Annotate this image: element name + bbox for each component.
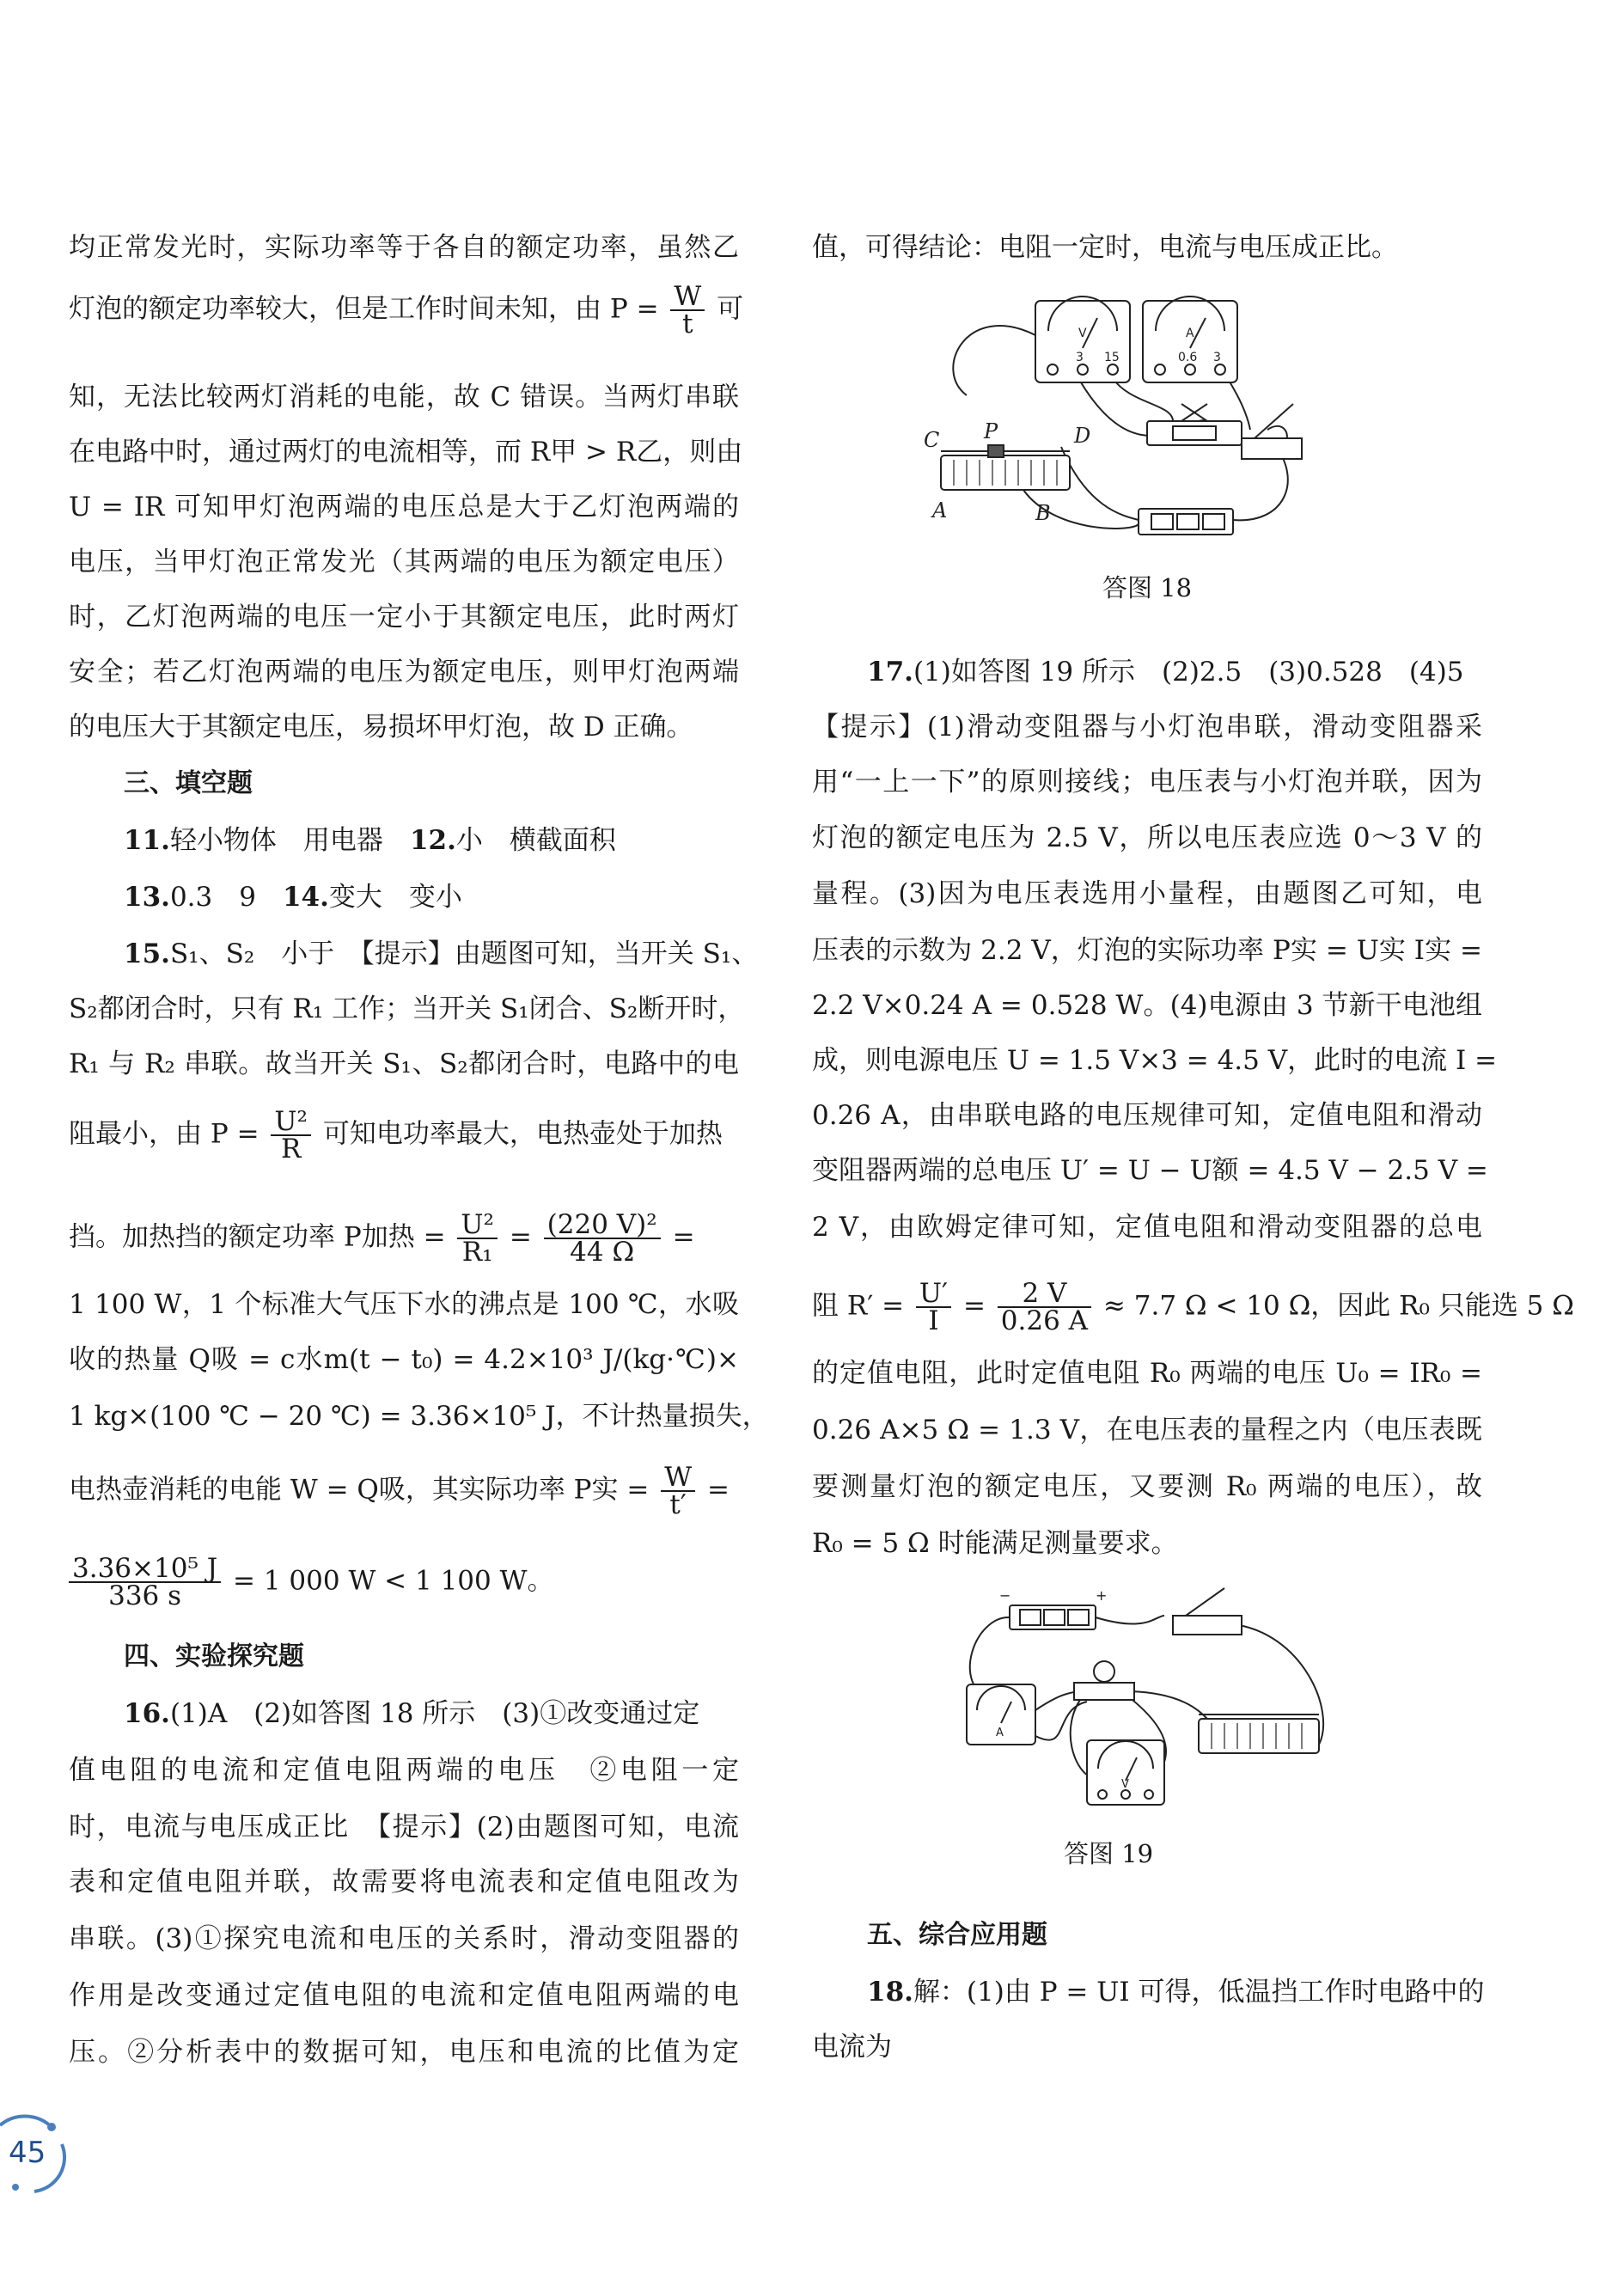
text-line: 成，则电源电压 U = 1.5 V×3 = 4.5 V，此时的电流 I = [812,1045,1498,1076]
text-line: 知，无法比较两灯消耗的电能，故 C 错误。当两灯串联 [69,382,739,413]
text-line: R₀ = 5 Ω 时能满足测量要求。 [812,1528,1178,1559]
text-line: 表和定值电阻并联，故需要将电流表和定值电阻改为 [69,1867,739,1898]
answer-text: 轻小物体 用电器 [169,825,410,856]
page-number: 45 [9,2136,46,2170]
text-line: 压表的示数为 2.2 V，灯泡的实际功率 P实 = U实 I实 = [812,935,1482,966]
text-line: 2 V，由欧姆定律可知，定值电阻和滑动变阻器的总电 [812,1212,1482,1243]
fraction-numerator: 3.36×10⁵ J [69,1556,221,1583]
text-line-formula [69,1209,739,1268]
formula-tail: 可 [717,293,744,325]
fraction-denominator: 0.26 A [1000,1305,1089,1336]
text-line: 2.2 V×0.24 A = 0.528 W。(4)电源由 3 节新干电池组 [812,990,1482,1021]
equals: = [672,1221,695,1253]
text-line: 均正常发光时，实际功率等于各自的额定功率，虽然乙 [69,232,739,263]
answer-line [69,823,739,858]
fraction [271,1106,311,1164]
question-number: 15. [124,938,170,969]
equals: = [509,1221,532,1253]
terminal-label: 3 [1076,351,1084,364]
fraction [544,1209,661,1268]
text-line: 灯泡的额定电压为 2.5 V，所以电压表应选 0～3 V 的 [812,822,1482,853]
answer-line [69,937,759,971]
text-line: 作用是改变通过定值电阻的电流和定值电阻两端的电 [69,1980,739,2011]
fraction-denominator: t′ [669,1489,687,1520]
rheostat-icon [941,445,1070,490]
switch-icon [1242,404,1302,459]
label-b: B [1035,501,1051,525]
terminal-label: 3 [1213,351,1221,364]
fraction-denominator: t [682,309,693,339]
meter-label: A [996,1727,1004,1739]
label-c: C [924,428,940,452]
question-number: 11. [124,825,170,856]
text-line: U = IR 可知甲灯泡两端的电压总是大于乙灯泡两端的 [69,492,739,523]
text-line: 压。②分析表中的数据可知，电压和电流的比值为定 [69,2037,739,2068]
wire [1035,1702,1087,1740]
fraction [916,1278,951,1336]
wire [1130,1691,1207,1719]
label-p: P [984,419,998,443]
meter-label: A [1186,327,1194,340]
text-line: 串联。(3)①探究电流和电压的关系时，滑动变阻器的 [69,1923,739,1954]
text-line: 0.26 A×5 Ω = 1.3 V，在电压表的量程之内（电压表既 [812,1415,1482,1446]
text-span: 阻 R′ = [812,1290,905,1322]
fraction-numerator: W [670,284,705,311]
text-line: 要测量灯泡的额定电压，又要测 R₀ 两端的电压），故 [812,1471,1482,1502]
text-line: 的电压大于其额定电压，易损坏甲灯泡，故 D 正确。 [69,712,693,743]
fraction-numerator: (220 V)² [544,1212,661,1239]
switch-icon [1173,1588,1242,1635]
answer-text: (1)如答图 19 所示 (2)2.5 (3)0.528 (4)5 [913,657,1464,688]
fraction-numerator: 2 V [998,1281,1091,1308]
question-number: 14. [282,882,329,913]
fraction [998,1278,1091,1336]
text-line: 时，乙灯泡两端的电压一定小于其额定电压，此时两灯 [69,602,739,633]
text-line: 量程。(3)因为电压表选用小量程，由题图乙可知，电 [812,878,1482,909]
terminal-label: 15 [1104,351,1120,364]
text-line: 安全；若乙灯泡两端的电压为额定电压，则甲灯泡两端 [69,657,739,688]
answer-text: 0.3 9 [169,882,283,913]
text-line: 收的热量 Q吸 = c水m(t − t₀) = 4.2×10³ J/(kg·℃)× [69,1344,739,1375]
text-line-formula [69,1464,739,1518]
text-line: 值电阻的电流和定值电阻两端的电压 ②电阻一定 [69,1755,739,1786]
text-line: 1 100 W，1 个标准大气压下水的沸点是 100 ℃，水吸 [69,1289,739,1320]
meter-label: V [1078,327,1087,340]
text-span: ≈ 7.7 Ω < 10 Ω，因此 R₀ 只能选 5 Ω [1102,1290,1574,1322]
text-span: 挡。加热挡的额定功率 P加热 = [69,1221,446,1253]
fraction [69,1553,221,1611]
question-number: 18. [867,1977,913,2008]
polarity-label: − [999,1587,1011,1604]
fraction-numerator: U² [457,1212,498,1239]
battery-icon [1010,1605,1096,1629]
formula-lhs: P = [609,293,659,325]
fraction-denominator: I [928,1305,939,1336]
resistor-icon [1147,404,1242,445]
wire [1096,1616,1164,1624]
voltmeter-icon [1087,1740,1164,1805]
label-d: D [1074,424,1091,448]
text-line: 在电路中时，通过两灯的电流相等，而 R甲 > R乙，则由 [69,437,743,468]
equals: = [962,1290,986,1322]
answer-text: 解：(1)由 P = UI 可得，低温挡工作时电路中的 [913,1977,1485,2008]
section-heading: 五、综合应用题 [867,1920,1047,1950]
fraction-denominator: 44 Ω [570,1237,635,1268]
fraction-denominator: R [281,1134,302,1164]
question-number: 16. [124,1698,170,1729]
answer-text: (1)A (2)如答图 18 所示 (3)①改变通过定 [169,1698,700,1729]
text-line: 值，可得结论：电阻一定时，电流与电压成正比。 [812,232,1398,263]
text-line: 【提示】(1)滑动变阻器与小灯泡串联，滑动变阻器采 [812,712,1482,743]
question-number: 13. [124,882,170,913]
text-line: 的定值电阻，此时定值电阻 R₀ 两端的电压 U₀ = IR₀ = [812,1358,1482,1389]
text-line: S₂都闭合时，只有 R₁ 工作；当开关 S₁闭合、S₂断开时， [69,993,745,1024]
section-heading: 三、填空题 [124,768,253,798]
answer-line [69,1696,739,1731]
figure-caption: 答图 19 [1063,1839,1154,1868]
text-line-formula [69,1106,739,1164]
answer-text: 小 横截面积 [455,825,616,856]
wire [953,326,1035,395]
text-line-formula [69,281,744,339]
answer-text: S₁、S₂ 小于 【提示】由题图可知，当开关 S₁、 [169,938,759,969]
answer-line [69,880,739,914]
text-line: R₁ 与 R₂ 串联。故当开关 S₁、S₂都闭合时，电路中的电 [69,1048,739,1079]
lamp-icon [1074,1661,1134,1700]
wire [1035,1691,1078,1710]
fraction-numerator: W [661,1464,695,1492]
equals: = [706,1474,730,1506]
section-heading: 四、实验探究题 [124,1641,304,1672]
terminal-label: 0.6 [1178,351,1198,364]
formula-lhs: P = [210,1118,259,1150]
question-number: 12. [409,825,456,856]
fraction-denominator: R₁ [461,1237,493,1268]
text-line: 0.26 A，由串联电路的电压规律可知，定值电阻和滑动 [812,1100,1482,1131]
answer-line [812,655,1482,689]
fraction [457,1209,498,1268]
text-line: 电压，当甲灯泡正常发光（其两端的电压为额定电压） [69,547,739,578]
text-line: 时，电流与电压成正比 【提示】(2)由题图可知，电流 [69,1812,739,1843]
text-line-formula [812,1278,1574,1336]
wire [1113,378,1173,421]
text-span: 可知电功率最大，电热壶处于加热 [322,1118,723,1150]
figure-caption: 答图 18 [1102,573,1193,602]
wire [1061,447,1139,520]
text-line-formula [69,1553,739,1611]
polarity-label: + [1096,1587,1108,1604]
fraction-denominator: 336 s [108,1580,182,1611]
fraction [670,281,705,339]
text-span: = 1 000 W < 1 100 W。 [233,1565,554,1597]
meter-label: V [1121,1778,1129,1791]
text-line: 1 kg×(100 ℃ − 20 ℃) = 3.36×10⁵ J，不计热量损失， [69,1401,769,1432]
fraction-numerator: U² [271,1109,311,1136]
circuit-figure-19 [958,1581,1336,1831]
question-number: 17. [867,657,913,688]
label-a: A [932,498,948,523]
fraction [661,1464,695,1518]
text-span: 阻最小，由 [69,1118,202,1150]
text-line: 电流为 [812,2032,892,2063]
circuit-figure-18 [915,284,1328,559]
text-span: 电热壶消耗的电能 W = Q吸，其实际功率 P实 = [69,1474,650,1506]
answer-text: 变大 变小 [328,882,462,913]
page-number-badge [0,2110,69,2196]
text-line: 变阻器两端的总电压 U′ = U − U额 = 4.5 V − 2.5 V = [812,1155,1488,1186]
battery-icon [1139,509,1233,535]
text-line: 用“一上一下”的原则接线；电压表与小灯泡并联，因为 [812,767,1482,798]
answer-line [812,1975,1485,2009]
text-line: 灯泡的额定功率较大，但是工作时间未知，由 [69,293,601,325]
fraction-numerator: U′ [916,1281,951,1308]
rheostat-icon [1199,1714,1319,1753]
